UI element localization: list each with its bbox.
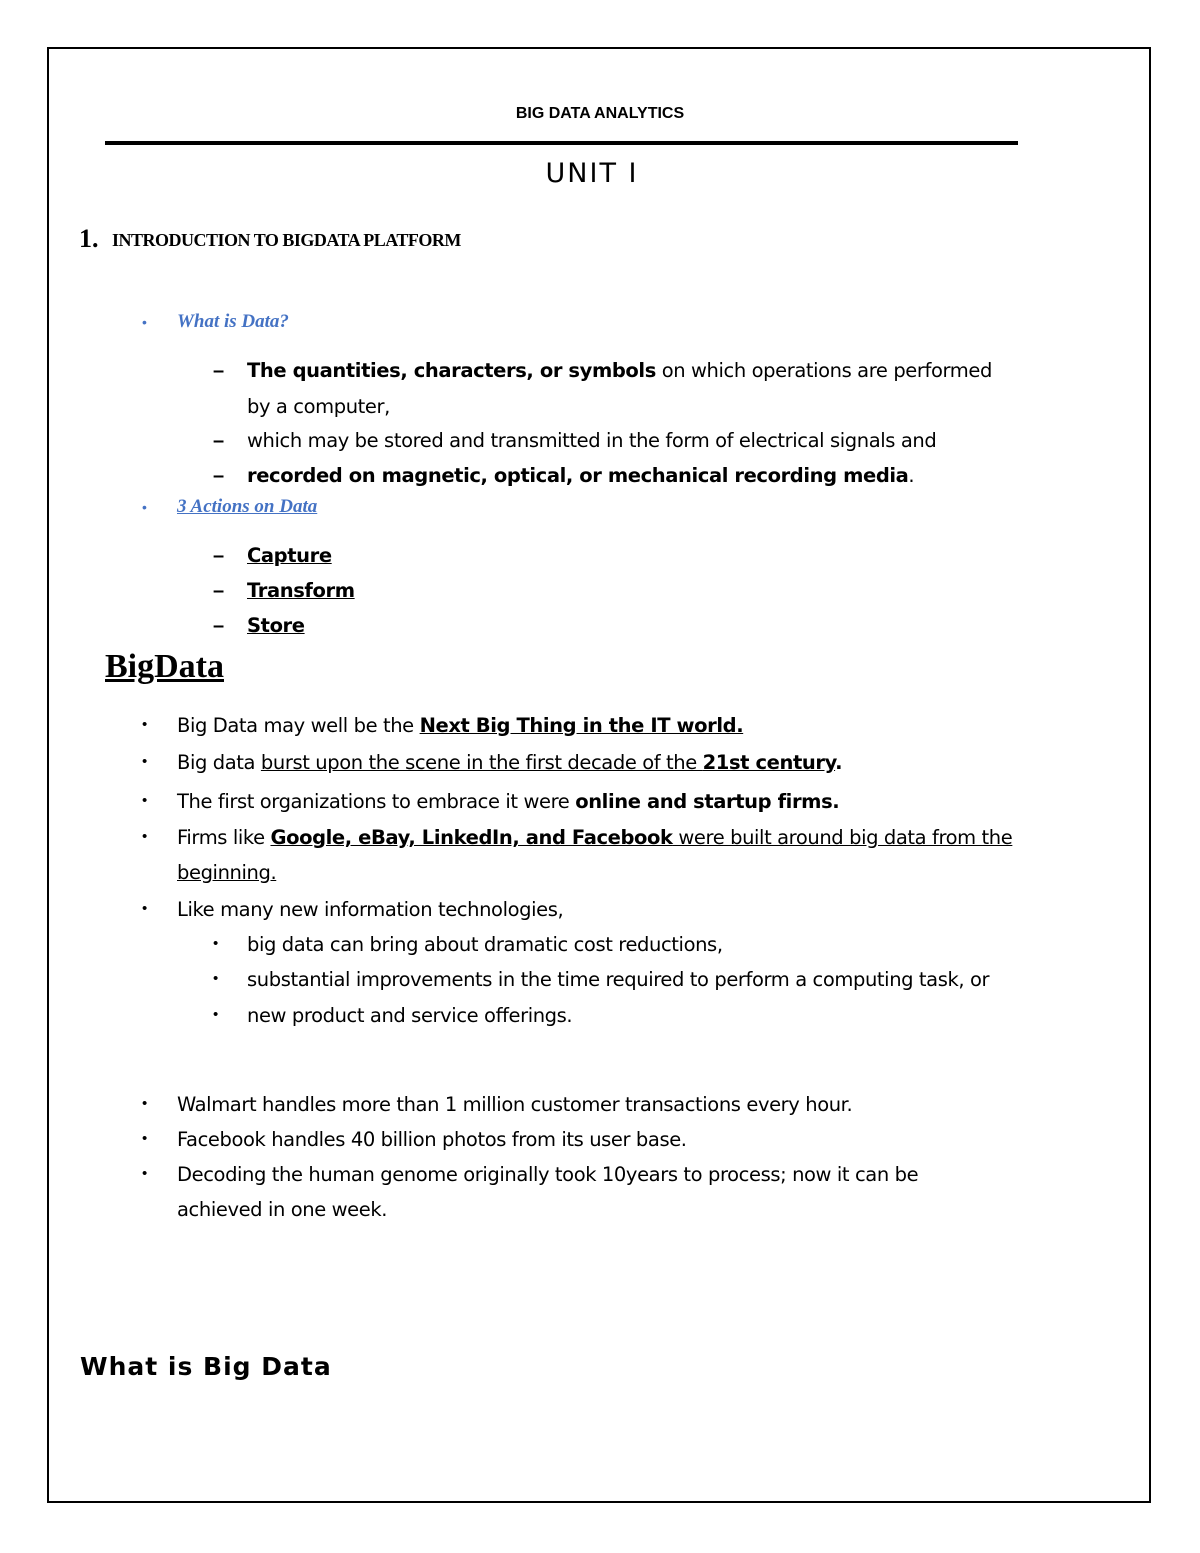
dash-icon: – [213,615,225,637]
bullet-icon: • [213,935,219,952]
bigdata-point-2: Big data burst upon the scene in the first decade of the 21st century. [177,751,843,774]
dash-icon: – [213,545,225,567]
bigdata-point-5: Like many new information technologies, [177,898,564,921]
data-definition-cont: by a computer, [247,395,390,418]
fact-genome: Decoding the human genome originally took 10years to process; now it can be [177,1163,919,1186]
bullet-icon: • [142,1095,148,1112]
bigdata-subpoint-3: new product and service offerings. [247,1004,573,1027]
bigdata-subpoint-1: big data can bring about dramatic cost reductions, [247,933,723,956]
bullet-icon: • [142,1165,148,1182]
bullet-icon: • [142,753,148,770]
fact-facebook: Facebook handles 40 billion photos from its user base. [177,1128,687,1151]
bullet-icon: • [213,970,219,987]
dash-icon: – [213,465,225,487]
action-store: Store [247,614,305,637]
bigdata-point-3: The first organizations to embrace it were online and startup firms. [177,790,840,813]
bullet-icon: • [142,792,148,809]
data-recorded-line: recorded on magnetic, optical, or mechanical recording media. [247,464,915,487]
bigdata-subpoint-2: substantial improvements in the time required to perform a computing task, or [247,968,990,991]
what-is-big-data-heading: What is Big Data [80,1352,332,1381]
actions-heading: 3 Actions on Data [177,496,318,517]
bullet-icon: • [142,499,147,515]
bullet-icon: • [142,314,147,330]
dash-icon: – [213,580,225,602]
bigdata-point-4: Firms like Google, eBay, LinkedIn, and Facebook were built around big data from the [177,826,1013,849]
bullet-icon: • [142,1130,148,1147]
fact-walmart: Walmart handles more than 1 million customer transactions every hour. [177,1093,853,1116]
bigdata-point-4-cont: beginning. [177,861,277,884]
bigdata-point-1: Big Data may well be the Next Big Thing in the IT world. [177,714,744,737]
header-rule [105,141,1018,145]
dash-icon: – [213,430,225,452]
bullet-icon: • [142,716,148,733]
section-title: INTRODUCTION TO BIGDATA PLATFORM [112,230,461,250]
action-transform: Transform [247,579,355,602]
document-header: BIG DATA ANALYTICS [515,105,685,122]
bigdata-heading: BigData [105,648,224,685]
what-is-data-heading: What is Data? [177,311,289,332]
data-definition-line: The quantities, characters, or symbols on which operations are performed [247,359,992,382]
fact-genome-cont: achieved in one week. [177,1198,388,1221]
dash-icon: – [213,360,225,382]
action-capture: Capture [247,544,332,567]
page-border [47,47,1151,1503]
bullet-icon: • [142,828,148,845]
data-storage-line: which may be stored and transmitted in the form of electrical signals and [247,429,937,452]
unit-title: UNIT I [545,158,639,189]
bullet-icon: • [213,1006,219,1023]
section-number: 1. [79,224,99,253]
bullet-icon: • [142,900,148,917]
